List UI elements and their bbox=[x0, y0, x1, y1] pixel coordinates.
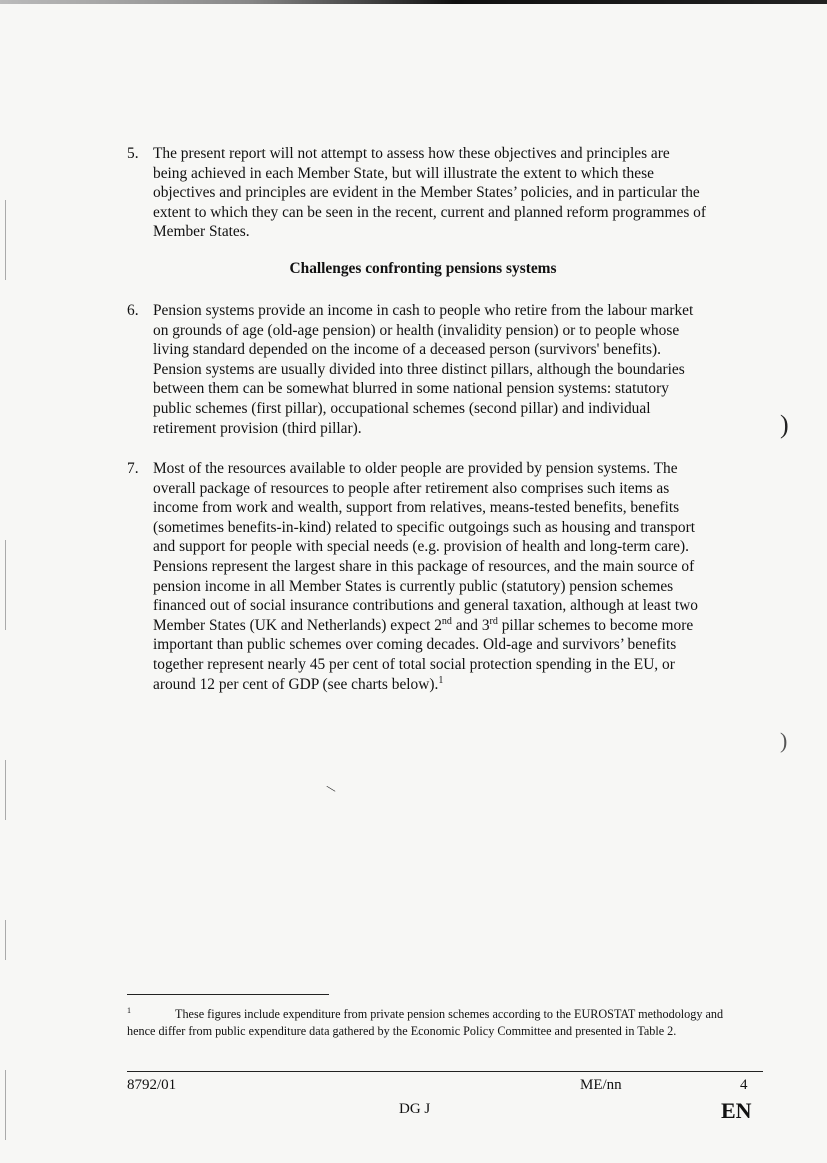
paragraph-number: 5. bbox=[127, 145, 139, 162]
footnote-text: These figures include expenditure from private pension schemes according to the EUROSTAT methodology and hence differ from public expenditure data gathered by the Economic Policy Committee and presented in Table 2. bbox=[127, 1007, 724, 1038]
paragraph-7 bbox=[127, 459, 707, 694]
paragraph-6 bbox=[127, 301, 707, 438]
scan-margin-line bbox=[5, 1070, 6, 1140]
superscript-nd: nd bbox=[441, 615, 452, 627]
scan-margin-line bbox=[5, 920, 6, 960]
footnote-separator bbox=[127, 994, 329, 995]
scan-margin-line bbox=[5, 540, 6, 630]
superscript-rd: rd bbox=[489, 615, 498, 627]
footnote bbox=[127, 1002, 727, 1040]
paragraph-number: 7. bbox=[127, 460, 139, 477]
paragraph-text-part: pillar schemes to become more important than public schemes over coming decades. Old-age and survivors’ benefits together represent nearly 45 per cent of total social protection spending in the EU, or around 12 per cent of GDP (see charts below). bbox=[153, 616, 694, 693]
scan-artifact-mark: \ bbox=[325, 782, 338, 797]
page-number: 4 bbox=[740, 1077, 748, 1093]
paragraph-5 bbox=[127, 144, 707, 242]
footer-rule bbox=[127, 1071, 763, 1072]
footnote-mark: 1 bbox=[127, 1006, 131, 1015]
top-border-rule bbox=[0, 0, 827, 4]
section-heading: Challenges confronting pensions systems bbox=[289, 260, 557, 277]
document-id: 8792/01 bbox=[127, 1077, 177, 1093]
scan-margin-line bbox=[5, 200, 6, 280]
paragraph-number: 6. bbox=[127, 302, 139, 319]
paragraph-text-part: Most of the resources available to older people are provided by pension systems. The overall package of resources to people after retirement also comprises such items as income from work and wealth, support from relatives, means-tested benefits, benefits (sometimes benefits-in-kind) related to specific outgoings such as housing and transport and support for people with special needs (e.g. provision of health and long-term care). Pensions represent the largest share in this package of resources, and the main source of pension income in all Member States is currently public (statutory) pension schemes financed out of social insurance contributions and general taxation, although at least two Member States (UK and Netherlands) expect 2 bbox=[153, 460, 698, 634]
scan-margin-line bbox=[5, 760, 6, 820]
scan-artifact-mark: ) bbox=[780, 410, 789, 439]
paragraph-text bbox=[153, 459, 707, 694]
scan-artifact-mark: ) bbox=[780, 728, 788, 753]
language-code: EN bbox=[721, 1098, 752, 1123]
author-initials: ME/nn bbox=[580, 1077, 622, 1093]
paragraph-text-part: and 3 bbox=[451, 616, 490, 634]
footnote-reference[interactable]: 1 bbox=[438, 674, 444, 686]
paragraph-text: The present report will not attempt to assess how these objectives and principles are being achieved in each Member State, but will illustrate the extent to which these objectives and principles are evident in the Member States’ policies, and in particular the extent to which they can be seen in the recent, current and planned reform programmes of Member States. bbox=[153, 145, 706, 241]
paragraph-text: Pension systems provide an income in cash to people who retire from the labour market on grounds of age (old-age pension) or health (invalidity pension) or to people whose living standard depended on the income of a deceased person (survivors' benefits). Pension systems are usually divided into three distinct pillars, although the boundaries between them can be somewhat blurred in some national pension systems: statutory public schemes (first pillar), occupational schemes (second pillar) and individual retirement provision (third pillar). bbox=[153, 302, 694, 437]
department: DG J bbox=[399, 1101, 431, 1117]
